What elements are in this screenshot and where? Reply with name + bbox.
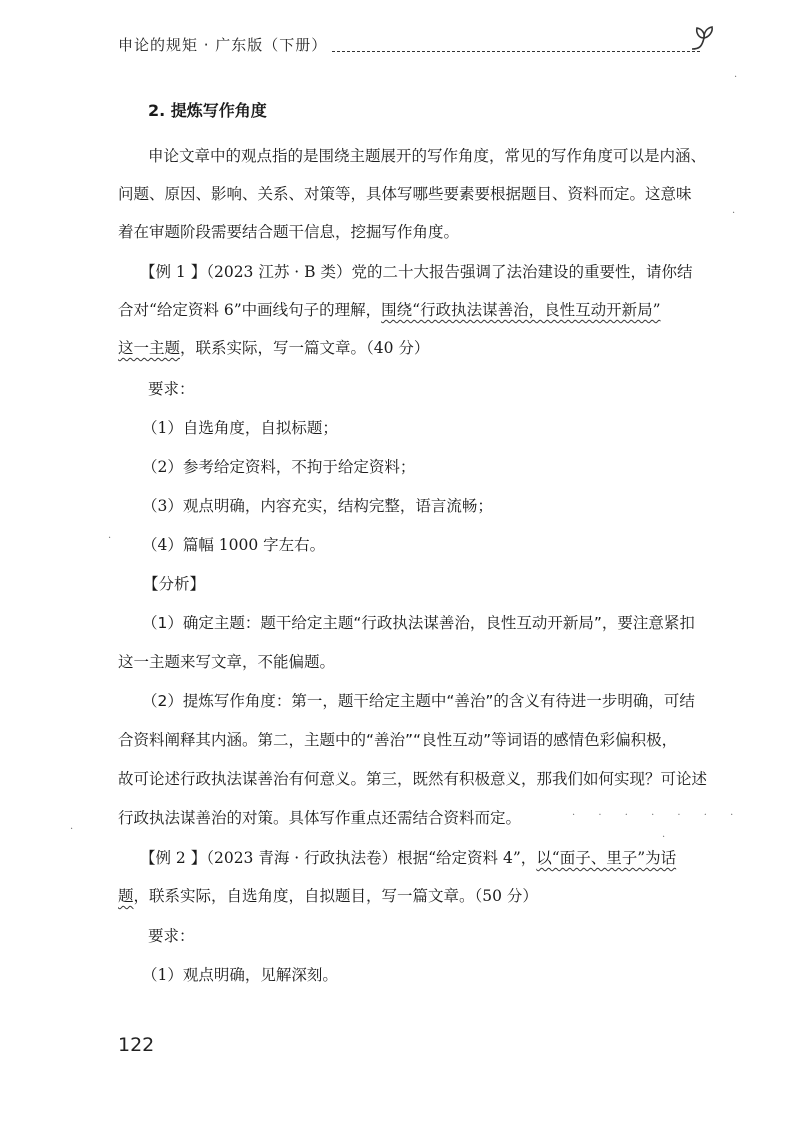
example2-line-1: 【例 2 】（2023 青海 · 行政执法卷）根据“给定资料 4”，以“面子、里子”为话 [140, 849, 677, 867]
scan-speck: · · · · · · · [572, 810, 744, 821]
analysis-point1-line-1: （1）确定主题：题干给定主题“行政执法谋善治，良性互动开新局”，要注意紧扣 [142, 614, 695, 632]
example2-underlined-topic-end: 题 [118, 887, 134, 905]
header-rule [332, 51, 700, 52]
example2-line-2: 题，联系实际，自选角度，自拟题目，写一篇文章。（50 分） [118, 887, 538, 905]
example1-line-3: 这一主题，联系实际，写一篇文章。（40 分） [118, 339, 430, 357]
example2-requirements-label: 要求： [148, 927, 195, 945]
example1-underlined-topic-end: 这一主题 [118, 339, 181, 357]
example2-requirement-1: （1）观点明确，见解深刻。 [142, 966, 338, 984]
example1-underlined-topic: 围绕“行政执法谋善治，良性互动开新局” [381, 301, 661, 319]
analysis-point2-line-4: 行政执法谋善治的对策。具体写作重点还需结合资料而定。 [118, 809, 522, 827]
page-number: 122 [118, 1034, 155, 1056]
example1-requirement-2: （2）参考给定资料，不拘于给定资料； [142, 458, 416, 476]
intro-line-1: 申论文章中的观点指的是围绕主题展开的写作角度，常见的写作角度可以是内涵、 [148, 147, 707, 165]
example1-line-1: 【例 1 】（2023 江苏 · B 类）党的二十大报告强调了法治建设的重要性，请你结 [140, 263, 693, 281]
analysis-point2-line-1: （2）提炼写作角度：第一，题干给定主题中“善治”的含义有待进一步明确，可结 [142, 692, 695, 710]
scan-speck: · [734, 72, 738, 83]
analysis-point1-line-2: 这一主题来写文章，不能偏题。 [118, 653, 336, 671]
analysis-point2-line-3: 故可论述行政执法谋善治有何意义。第三，既然有积极意义，那我们如何实现？可论述 [118, 770, 708, 788]
intro-line-3: 着在审题阶段需要结合题干信息，挖掘写作角度。 [118, 223, 460, 241]
sprout-icon [688, 22, 720, 54]
analysis-point2-line-2: 合资料阐释其内涵。第二，主题中的“善治”“良性互动”等词语的感情色彩偏积极， [118, 731, 678, 749]
example1-line-2: 合对“给定资料 6”中画线句子的理解，围绕“行政执法谋善治，良性互动开新局” [118, 301, 661, 319]
example2-underlined-topic: 以“面子、里子”为话 [536, 849, 677, 867]
intro-line-2: 问题、原因、影响、关系、对策等，具体写哪些要素要根据题目、资料而定。这意味 [118, 185, 692, 203]
section-heading: 2. 提炼写作角度 [148, 101, 267, 120]
example1-requirement-3: （3）观点明确，内容充实，结构完整，语言流畅； [142, 497, 493, 515]
example1-requirement-1: （1）自选角度，自拟标题； [142, 419, 338, 437]
scan-speck: · [108, 533, 112, 544]
example1-requirements-label: 要求： [148, 380, 195, 398]
scan-speck: · [732, 208, 736, 219]
analysis-label: 【分析】 [143, 575, 206, 593]
scan-speck: · [662, 832, 666, 843]
example1-requirement-4: （4）篇幅 1000 字左右。 [142, 536, 326, 554]
scan-speck: · [70, 824, 74, 835]
running-header-title: 申论的规矩 · 广东版（下册） [118, 36, 328, 54]
